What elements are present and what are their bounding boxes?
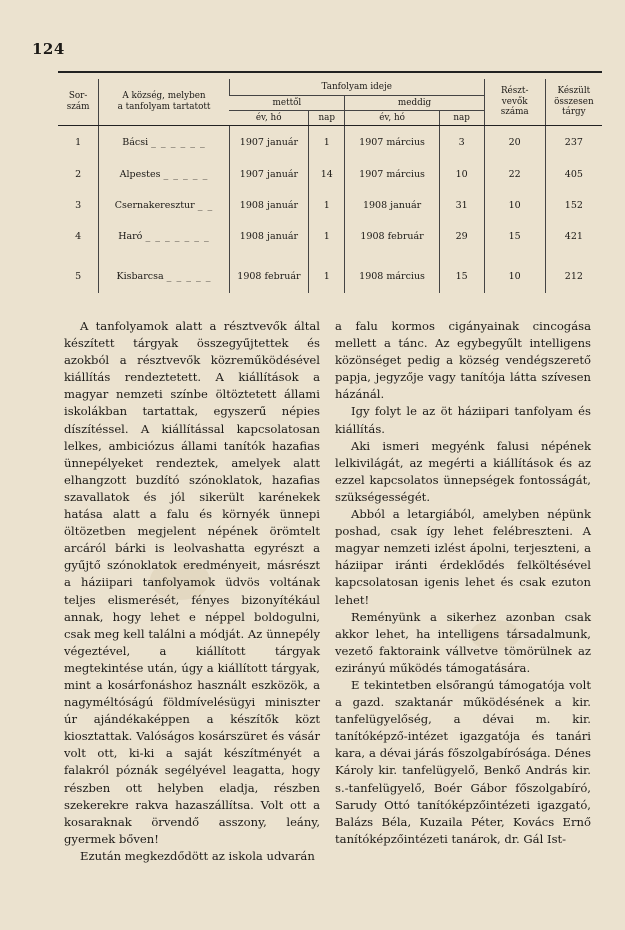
place-name: Kisbarcsa <box>116 271 164 283</box>
row-from-year-month: 1908 január <box>229 191 308 222</box>
row-number: 3 <box>75 200 82 212</box>
row-until-day: 3 <box>439 126 484 160</box>
row-items: 421 <box>545 222 602 253</box>
right-text-column <box>335 318 591 848</box>
row-from-day: 1 <box>309 253 345 293</box>
row-place <box>99 222 230 253</box>
row-items: 152 <box>545 191 602 222</box>
row-until-year-month: 1908 január <box>345 191 439 222</box>
table-row <box>58 253 602 293</box>
paragraph: a falu kormos cigányainak cincogása mellett a tánc. Az egybegyűlt intelligens közönséget pedig a község vendégszerető papja, jegyzője vagy tanítója látta szívesen házánál. <box>335 319 591 402</box>
row-from-day: 1 <box>309 222 345 253</box>
row-until-year-month: 1908 március <box>345 253 439 293</box>
header-from-day: nap <box>309 111 345 126</box>
row-until-day: 15 <box>439 253 484 293</box>
row-until-day: 29 <box>439 222 484 253</box>
row-place <box>99 191 230 222</box>
row-items: 212 <box>545 253 602 293</box>
place-name: Alpestes <box>119 169 161 181</box>
place-name: Haró <box>118 231 143 243</box>
place-name: Csernakeresztur <box>114 200 195 212</box>
leader-dots: _ _ _ _ _ <box>166 271 212 283</box>
course-table <box>58 79 602 293</box>
page-number: 124 <box>32 40 65 58</box>
paragraph: Aki ismeri megyénk falusi népének lelkivilágát, az megérti a kiállítások és az ezzel kapcsolatos ünnepségek fontosságát, szükségességét. <box>335 438 591 504</box>
row-until-year-month: 1907 március <box>345 160 439 191</box>
row-items: 405 <box>545 160 602 191</box>
paragraph: Ezután megkezdődött az iskola udvarán <box>80 848 315 863</box>
row-from-day: 14 <box>309 160 345 191</box>
row-number: 4 <box>75 231 82 243</box>
table-row <box>58 222 602 253</box>
row-place <box>99 126 230 160</box>
paragraph: Igy folyt le az öt háziipari tanfolyam és kiállítás. <box>335 404 591 436</box>
row-until-year-month: 1908 február <box>345 222 439 253</box>
leader-dots: _ _ _ _ _ <box>163 169 209 181</box>
row-from-year-month: 1908 január <box>229 222 308 253</box>
header-items-made: Készült összesen tárgy <box>545 79 602 126</box>
header-from: mettől <box>229 96 345 111</box>
row-place <box>99 253 230 293</box>
paragraph: E tekintetben elsőrangú támogatója volt a gazd. szaktanár működésének a kir. tanfelügyelőség, a dévai m. kir. tanítóképző-intézet igazgatója és tanári kara, a dévai járás főszolgabírósága. Dénes Károly kir. tanfelügyelő, Benkő András kir. s.-tanfelügyelő, Boér Gábor főszolgabíró, Sarudy Ottó tanítóképzőintézeti igazgató, Balázs Béla, Kuzaila Péter, Kovács Ernő tanítóképzőintézeti tanárok, dr. Gál Ist- <box>335 677 591 846</box>
row-number: 2 <box>75 169 82 181</box>
row-participants: 20 <box>484 126 545 160</box>
row-items: 237 <box>545 126 602 160</box>
header-location: A község, melyben a tanfolyam tartatott <box>99 79 230 126</box>
row-place <box>99 160 230 191</box>
leader-dots: _ _ _ _ _ _ <box>151 136 206 148</box>
header-until-day: nap <box>439 111 484 126</box>
paragraph: Abból a letargiából, amelyben népünk poshad, csak így lehet felébreszteni. A magyar nemzeti izlést ápolni, terjeszteni, a háziipar iránti érdeklődés felköltésével kapcsolatosan igenis lehet és csak ezuton lehet! <box>335 507 591 607</box>
row-from-year-month: 1907 január <box>229 126 308 160</box>
header-row-number: Sor- szám <box>58 79 99 126</box>
header-duration-group: Tanfolyam ideje <box>229 79 484 96</box>
row-from-year-month: 1908 február <box>229 253 308 293</box>
row-from-day: 1 <box>309 191 345 222</box>
row-number: 1 <box>75 136 82 148</box>
row-participants: 10 <box>484 191 545 222</box>
table-row <box>58 126 602 160</box>
leader-dots: _ _ <box>197 200 214 212</box>
table-row <box>58 191 602 222</box>
row-participants: 15 <box>484 222 545 253</box>
row-from-day: 1 <box>309 126 345 160</box>
row-until-year-month: 1907 március <box>345 126 439 160</box>
header-from-year-month: év, hó <box>229 111 308 126</box>
header-until: meddig <box>345 96 484 111</box>
row-from-year-month: 1907 január <box>229 160 308 191</box>
row-number: 5 <box>75 271 82 283</box>
paragraph: A tanfolyamok alatt a résztvevők által készített tárgyak összegyűjtettek és azokból a résztvevők közreműködésével kiállítás rendeztetett. A kiállítások a magyar nemzeti színbe öltöztetett állami iskolákban tartattak, egyszerű népies díszítéssel. A kiállítással kapcsolatosan lelkes, ambiciózus állami tanítók hazafias ünnepélyeket rendeztek, amelyek alatt elhangzott buzdító szónoklatok, hazafias szavallatok és jól sikerült karénekek hatása alatt a falu és környék ünnepi öltözetben megjelent népének örömtelt arcáról bárki is leolvashatta egyrészt a gyűjtő szónoklatok eredményeit, másrészt a háziipari tanfolyamok üdvös voltának teljes elismerését, fényes bizonyítékául annak, hogy lehet e néppel boldogulni, csak meg kell találni a módját. Az ünnepély végeztével, a kiállított tárgyak megtekintése után, úgy a kiállított tárgyak, mint a kosárfonáshoz használt eszközök, a nagyméltóságú földmívelésügyi miniszter úr ajándékaképpen a készítők közt kiosztattak. Valóságos kosárszüret és vásár volt ott, ki-ki a saját készítményét a falakról póznák segélyével leagatta, hogy részben ott helyben eladja, részben szekerekre rakva hazaszállítsa. Volt ott a kosaraknak örvendő asszony, leány, gyermek bőven! <box>64 319 320 846</box>
header-participants: Részt- vevők száma <box>484 79 545 126</box>
row-until-day: 31 <box>439 191 484 222</box>
row-participants: 10 <box>484 253 545 293</box>
left-text-column <box>64 318 320 865</box>
header-until-year-month: év, hó <box>345 111 439 126</box>
table-top-rule <box>58 71 602 73</box>
row-participants: 22 <box>484 160 545 191</box>
table-row <box>58 160 602 191</box>
place-name: Bácsi <box>122 136 149 148</box>
row-until-day: 10 <box>439 160 484 191</box>
paragraph: Reményünk a sikerhez azonban csak akkor lehet, ha intelligens társadalmunk, vezető faktoraink vállvetve tömörülnek az ezirányú működés támogatására. <box>335 609 591 675</box>
leader-dots: _ _ _ _ _ _ _ <box>145 231 210 243</box>
